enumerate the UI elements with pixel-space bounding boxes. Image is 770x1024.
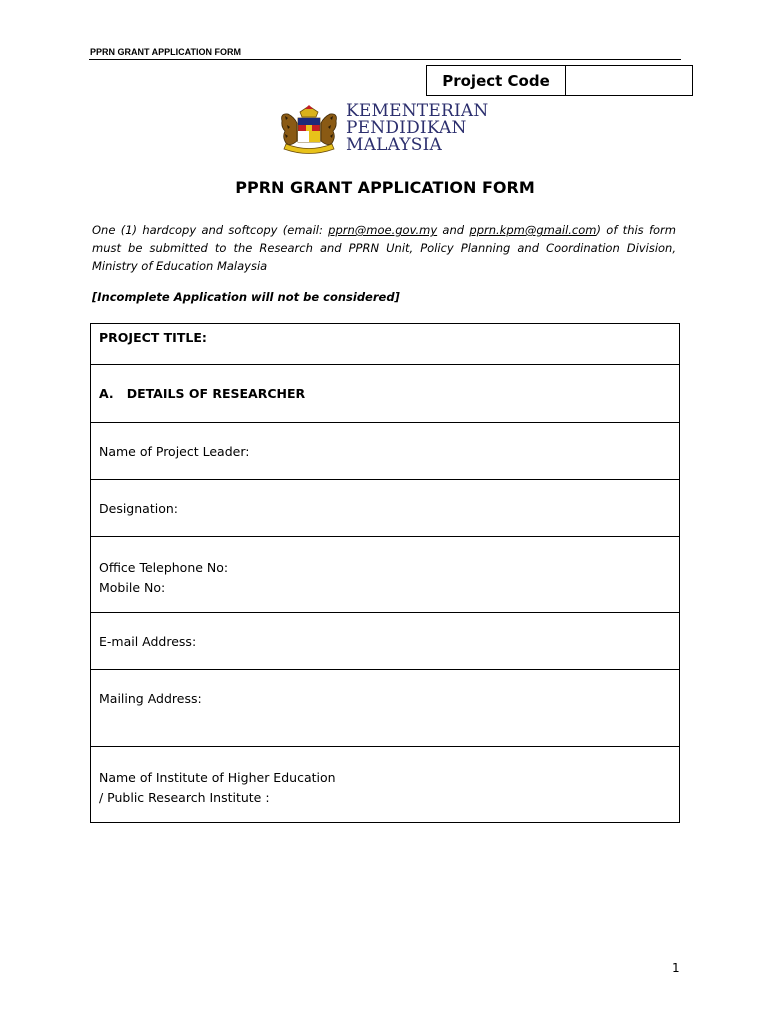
mobile-label: Mobile No:	[99, 580, 166, 595]
intro-text-1: One (1) hardcopy and softcopy (email:	[92, 223, 329, 237]
submission-instructions	[92, 221, 676, 275]
email-label: E-mail Address:	[99, 634, 197, 649]
project-leader-label: Name of Project Leader:	[99, 444, 250, 459]
logo-line-3: MALAYSIA	[346, 135, 443, 155]
form-title: PPRN GRANT APPLICATION FORM	[235, 178, 535, 197]
email-link-gmail[interactable]: pprn.kpm@gmail.com	[469, 223, 597, 237]
logo-line-1: KEMENTERIAN	[346, 101, 489, 121]
designation-row[interactable]	[91, 479, 679, 536]
intro-text-2: and	[437, 223, 470, 237]
phone-row[interactable]	[91, 536, 679, 612]
mailing-address-label: Mailing Address:	[99, 691, 202, 706]
coat-of-arms-icon	[276, 103, 342, 159]
mailing-address-row[interactable]	[91, 669, 679, 746]
logo-line-2: PENDIDIKAN	[346, 118, 467, 138]
ministry-logo	[276, 103, 496, 159]
email-row[interactable]	[91, 612, 679, 669]
office-phone-label: Office Telephone No:	[99, 560, 229, 575]
project-code-box	[426, 65, 693, 96]
project-leader-row[interactable]	[91, 422, 679, 479]
project-title-label: PROJECT TITLE:	[99, 330, 207, 345]
institute-label-line-1: Name of Institute of Higher Education	[99, 770, 336, 785]
incomplete-warning: [Incomplete Application will not be considered]	[92, 290, 400, 304]
project-code-field[interactable]	[566, 66, 692, 95]
researcher-details-table	[90, 323, 680, 823]
running-header-title: PPRN GRANT APPLICATION FORM	[90, 47, 241, 57]
project-title-row[interactable]	[91, 324, 679, 364]
section-a-heading-row	[91, 364, 679, 422]
page-number: 1	[672, 961, 680, 975]
email-link-moe[interactable]: pprn@moe.gov.my	[328, 223, 438, 237]
institute-label-line-2: / Public Research Institute :	[99, 790, 270, 805]
header-divider	[89, 59, 681, 60]
institute-row[interactable]	[91, 746, 679, 822]
section-a-heading: A. DETAILS OF RESEARCHER	[99, 386, 306, 401]
intro-text-3: ) of this form must be submitted to the Research and PPRN Unit, Policy Planning and Coordination Division, Ministry of Education Malaysia	[92, 223, 676, 273]
project-code-label: Project Code	[427, 66, 566, 95]
designation-label: Designation:	[99, 501, 178, 516]
ministry-name	[346, 103, 488, 154]
